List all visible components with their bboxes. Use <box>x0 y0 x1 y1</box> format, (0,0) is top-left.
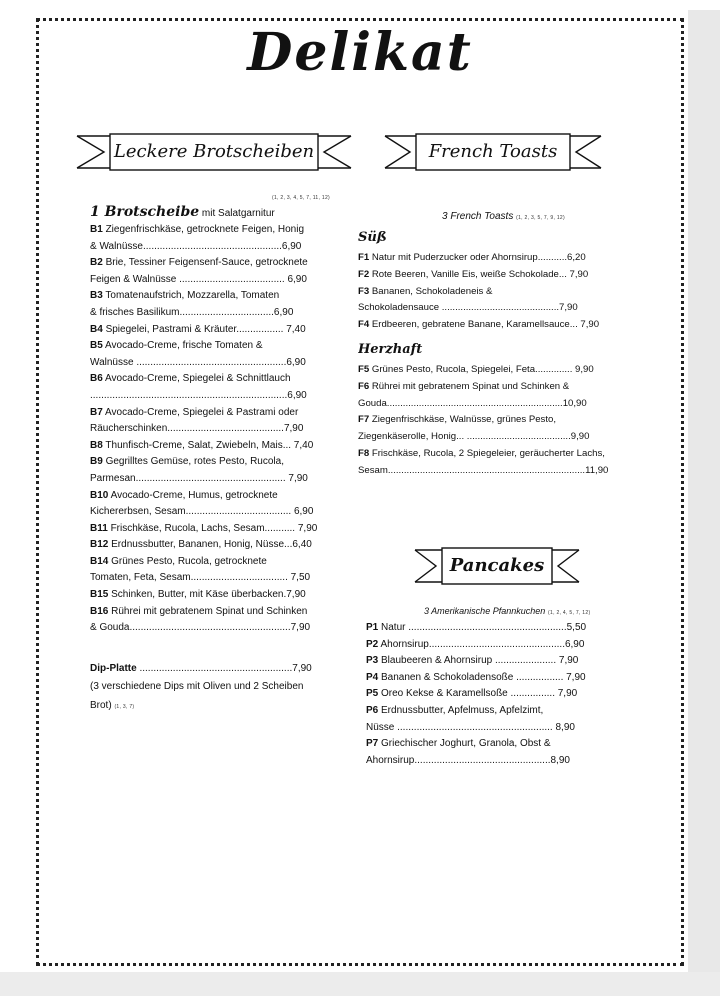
item-text: Oreo Kekse & Karamellsoße ................ 7,90 <box>381 688 578 700</box>
brot-title: 1 Brotscheibe <box>90 204 200 220</box>
french-savory-title: Herzhaft <box>358 341 423 357</box>
menu-item-line <box>358 379 628 396</box>
banner-pancakes <box>414 546 580 586</box>
item-code: P4 <box>366 671 379 683</box>
item-code: B10 <box>90 489 109 501</box>
allergen-note: (1, 3, 7) <box>114 704 135 711</box>
menu-item-line <box>90 421 330 438</box>
item-code: F6 <box>358 380 370 392</box>
menu-item-line <box>90 504 330 521</box>
menu-item-line <box>90 570 330 587</box>
item-text: Schinken, Butter, mit Käse überbacken.7,90 <box>111 589 306 601</box>
menu-item-line <box>358 429 628 446</box>
item-text: Grünes Pesto, Rucola, Spiegelei, Feta.............. 9,90 <box>371 363 594 375</box>
item-text: .......................................................................6,90 <box>90 389 307 401</box>
menu-item-line <box>358 446 628 463</box>
item-code: B9 <box>90 456 103 468</box>
item-code: P3 <box>366 655 379 667</box>
menu-item-line <box>358 300 628 317</box>
menu-item-line <box>90 272 330 289</box>
item-code: B15 <box>90 589 109 601</box>
brot-title-line <box>90 202 330 222</box>
allergen-note: (1, 2, 3, 4, 5, 7, 11, 12) <box>271 195 330 201</box>
dip-platte-line <box>90 661 330 678</box>
item-text: Walnüsse ......................................................6,90 <box>90 356 306 368</box>
item-code: P1 <box>366 622 379 633</box>
item-code: B2 <box>90 257 103 269</box>
item-text: Frischkäse, Rucola, Lachs, Sesam........... 7,90 <box>110 522 318 534</box>
menu-item-line <box>90 288 330 305</box>
item-text: Parmesan...................................................... 7,90 <box>90 472 308 484</box>
item-text: Ahornsirup.................................................8,90 <box>366 754 570 766</box>
allergen-note: (1, 2, 4, 5, 7, 12) <box>548 610 591 616</box>
item-code: B14 <box>90 555 109 567</box>
menu-item-line <box>90 471 330 488</box>
item-code: B6 <box>90 373 103 385</box>
item-text: Tomatenaufstrich, Mozzarella, Tomaten <box>105 290 280 302</box>
page-bottom-shadow <box>0 972 720 996</box>
french-sweet-title: Süß <box>358 230 387 245</box>
menu-item-line <box>366 736 616 753</box>
menu-item-line <box>90 454 330 471</box>
item-text: Avocado-Creme, frische Tomaten & <box>105 340 263 352</box>
menu-item-line <box>358 317 628 334</box>
item-text: & frisches Basilikum..................................6,90 <box>90 306 294 318</box>
item-code: F4 <box>358 319 370 331</box>
menu-item-line <box>358 362 628 379</box>
page-edge-shadow <box>688 10 720 996</box>
item-code: B16 <box>90 605 109 617</box>
item-code: P7 <box>366 738 379 750</box>
brot-section <box>90 192 330 717</box>
menu-item-line <box>90 438 330 455</box>
brot-title-suffix: mit Salatgarnitur <box>201 208 275 219</box>
item-text: Grünes Pesto, Rucola, getrocknete <box>111 555 267 567</box>
item-text: Schokoladensauce ............................................7,90 <box>358 302 578 314</box>
menu-item-line <box>358 396 628 413</box>
dip-price: .......................................................7,90 <box>136 662 312 674</box>
menu-item-line <box>366 670 616 687</box>
item-text: Brie, Tessiner Feigensenf-Sauce, getrocknete <box>105 257 308 269</box>
item-text: Nüsse ........................................................ 8,90 <box>366 721 575 733</box>
section-title: Leckere Brotscheiben <box>113 141 315 162</box>
brot-item-list <box>90 222 330 637</box>
item-text: Ziegenkäserolle, Honig... .......................................9,90 <box>358 431 590 443</box>
item-text: Feigen & Walnüsse ...................................... 6,90 <box>90 273 307 285</box>
pancake-item-list <box>366 620 616 769</box>
menu-item-line <box>358 267 628 284</box>
menu-item-line <box>90 239 330 256</box>
menu-item-line <box>358 463 628 480</box>
menu-item-line <box>90 388 330 405</box>
dip-desc-line <box>90 696 330 717</box>
item-text: & Gouda..........................................................7,90 <box>90 622 311 634</box>
banner-brotscheiben <box>76 132 352 172</box>
menu-item-line <box>358 250 628 267</box>
item-code: F1 <box>358 252 370 263</box>
section-title: Pancakes <box>449 555 545 576</box>
menu-item-line <box>90 355 330 372</box>
french-sweet-list <box>358 250 628 334</box>
item-text: Erdbeeren, gebratene Banane, Karamellsauce... 7,90 <box>371 319 600 331</box>
banner-french-toasts <box>384 132 602 172</box>
item-text: Kichererbsen, Sesam...................................... 6,90 <box>90 506 314 518</box>
item-text: Avocado-Creme, Spiegelei & Schnittlauch <box>105 373 291 385</box>
item-code: F8 <box>358 447 370 459</box>
item-text: & Walnüsse..................................................6,90 <box>90 240 302 252</box>
brot-allergens-line <box>90 192 330 202</box>
item-text: Bananen, Schokoladeneis & <box>371 285 493 297</box>
item-code: B1 <box>90 224 103 235</box>
menu-item-line <box>90 521 330 538</box>
menu-item-line <box>90 537 330 554</box>
menu-item-line <box>366 753 616 770</box>
item-text: Griechischer Joghurt, Granola, Obst & <box>381 738 551 750</box>
item-code: B7 <box>90 406 103 418</box>
french-savory-list <box>358 362 628 480</box>
item-text: Avocado-Creme, Humus, getrocknete <box>110 489 278 501</box>
item-text: Rührei mit gebratenem Spinat und Schinken & <box>371 380 570 392</box>
item-text: Avocado-Creme, Spiegelei & Pastrami oder <box>105 406 299 418</box>
section-title: French Toasts <box>428 141 558 162</box>
item-text: Bananen & Schokoladensoße ................. 7,90 <box>381 671 586 683</box>
dip-desc-end: Brot) <box>90 700 112 712</box>
pancakes-intro: 3 Amerikanische Pfannkuchen <box>424 606 546 616</box>
menu-item-line <box>90 305 330 322</box>
item-text: Ahornsirup.................................................6,90 <box>380 638 585 650</box>
french-intro: 3 French Toasts <box>442 211 514 222</box>
pancakes-intro-line <box>366 602 616 620</box>
menu-item-line <box>90 322 330 339</box>
menu-item-line <box>90 255 330 272</box>
item-text: Rote Beeren, Vanille Eis, weiße Schokolade... 7,90 <box>371 268 589 280</box>
item-text: Erdnussbutter, Apfelmuss, Apfelzimt, <box>381 704 544 716</box>
menu-item-line <box>90 488 330 505</box>
menu-item-line <box>90 222 330 239</box>
menu-item-line <box>90 587 330 604</box>
item-code: B8 <box>90 439 103 451</box>
item-text: Natur .........................................................5,50 <box>381 622 587 633</box>
menu-item-line <box>90 338 330 355</box>
menu-item-line <box>358 412 628 429</box>
item-code: B3 <box>90 290 103 302</box>
item-text: Blaubeeren & Ahornsirup ...................... 7,90 <box>381 655 579 667</box>
item-code: F2 <box>358 268 370 280</box>
menu-item-line <box>366 686 616 703</box>
item-code: F5 <box>358 363 370 375</box>
item-text: Erdnussbutter, Bananen, Honig, Nüsse...6,40 <box>111 539 312 551</box>
french-intro-line <box>358 208 628 226</box>
item-text: Ziegenfrischkäse, getrocknete Feigen, Honig <box>105 224 305 235</box>
item-code: P2 <box>366 638 379 650</box>
item-text: Rührei mit gebratenem Spinat und Schinken <box>111 605 308 617</box>
item-text: Frischkäse, Rucola, 2 Spiegeleier, geräucherter Lachs, <box>371 447 605 459</box>
item-text: Gegrilltes Gemüse, rotes Pesto, Rucola, <box>105 456 284 468</box>
item-code: F7 <box>358 414 370 426</box>
item-text: Natur mit Puderzucker oder Ahornsirup...........6,20 <box>371 252 586 263</box>
menu-item-line <box>358 284 628 301</box>
menu-item-line <box>366 703 616 720</box>
item-text: Tomaten, Feta, Sesam................................... 7,50 <box>90 572 311 584</box>
item-code: B12 <box>90 539 109 551</box>
menu-item-line <box>90 604 330 621</box>
french-section <box>358 208 628 480</box>
item-text: Gouda..................................................................10,90 <box>358 397 587 409</box>
item-code: P5 <box>366 688 379 700</box>
menu-item-line <box>90 554 330 571</box>
item-code: B11 <box>90 522 108 534</box>
item-text: Ziegenfrischkäse, Walnüsse, grünes Pesto, <box>371 414 557 426</box>
menu-item-line <box>90 620 330 637</box>
item-code: P6 <box>366 704 379 716</box>
pancakes-section <box>366 602 616 769</box>
item-code: B5 <box>90 340 103 352</box>
item-text: Spiegelei, Pastrami & Kräuter................. 7,40 <box>105 323 306 335</box>
brand-logo: Delikat <box>247 22 473 83</box>
dip-desc-line: (3 verschiedene Dips mit Oliven und 2 Scheiben <box>90 681 304 693</box>
menu-item-line <box>366 637 616 654</box>
menu-item-line <box>90 405 330 422</box>
allergen-note: (1, 2, 3, 5, 7, 9, 12) <box>516 215 565 221</box>
item-text: Sesam..........................................................................11,90 <box>358 464 609 476</box>
dip-title: Dip-Platte <box>90 662 137 674</box>
menu-item-line <box>90 371 330 388</box>
item-code: F3 <box>358 285 370 297</box>
item-text: Räucherschinken..........................................7,90 <box>90 423 304 435</box>
item-text: Thunfisch-Creme, Salat, Zwiebeln, Mais... 7,40 <box>105 439 314 451</box>
menu-item-line <box>366 720 616 737</box>
menu-item-line <box>366 653 616 670</box>
menu-item-line <box>366 620 616 637</box>
item-code: B4 <box>90 323 103 335</box>
